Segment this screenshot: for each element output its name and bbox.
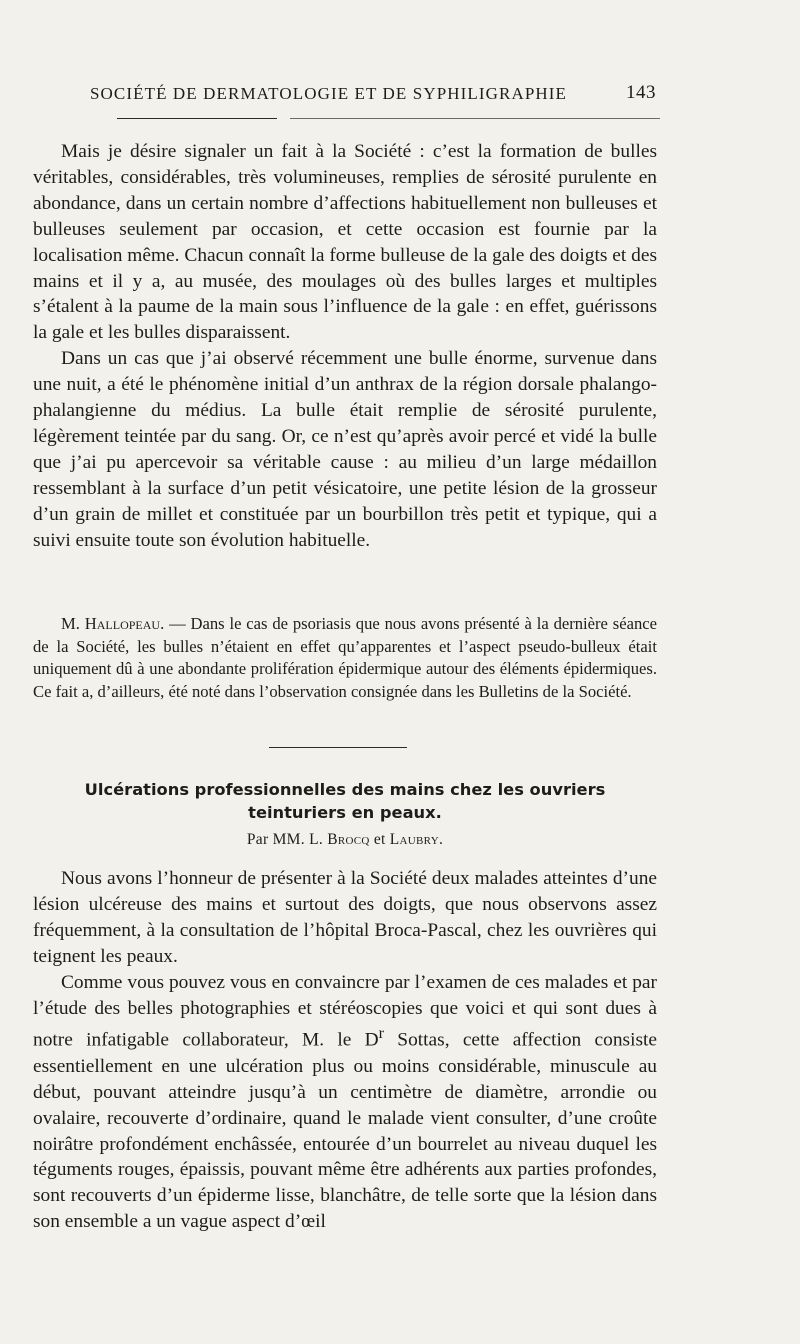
article-paragraph-2-start: Comme vous pouvez vous en convaincre par l’examen de ces malades et par l’étude des belles photographies et stéréoscopies que voici et qui sont dues à notre infatigable collaborateur, M. le D	[33, 971, 657, 1051]
speaker-name: M. Hallopeau.	[61, 614, 165, 633]
byline-prefix: Par MM. L.	[246, 831, 328, 848]
hallopeau-paragraph	[33, 613, 657, 703]
header-rule-right	[290, 118, 660, 119]
intro-paragraph-2: Dans un cas que j’ai observé récemment une bulle énorme, survenue dans une nuit, a été le phénomène initial d’un anthrax de la région dorsale phalango-phalangienne du médius. La bulle était remplie de sérosité purulente, légèrement teintée par du sang. Or, ce n’est qu’après avoir percé et vidé la bulle que j’ai pu apercevoir sa véritable cause : au milieu d’un large médaillon ressemblant à la surface d’un petit vésicatoire, une petite lésion de la grosseur d’un grain de millet et constituée par un bourbillon très petit et typique, qui a suivi ensuite toute son évolution habituelle.	[33, 348, 657, 551]
header-rule-left	[117, 118, 277, 119]
author-laubry: Laubry	[389, 831, 439, 848]
article-byline	[33, 831, 657, 849]
article-paragraph-2	[33, 970, 657, 1236]
section-divider	[269, 747, 407, 748]
hallopeau-text: — Dans le cas de psoriasis que nous avons présenté à la dernière séance de la Société, les bulles n’étaient en effet qu’apparentes et l’aspect pseudo-bulleux était uniquement dû à une abondante prolifération épidermique autour des éléments épidermiques. Ce fait a, d’ailleurs, été noté dans l’observation consignée dans les Bulletins de la Société.	[33, 614, 657, 701]
byline-middle: et	[369, 831, 390, 848]
author-brocq: Brocq	[327, 831, 370, 848]
article-title-line-1: Ulcérations professionnelles des mains chez les ouvriers	[84, 780, 606, 799]
journal-title: SOCIÉTÉ DE DERMATOLOGIE ET DE SYPHILIGRAPHIE	[90, 84, 568, 103]
article-body	[33, 866, 657, 1235]
article-title	[33, 778, 657, 824]
byline-suffix: .	[438, 831, 444, 848]
intro-paragraph-1: Mais je désire signaler un fait à la Société : c’est la formation de bulles véritables, considérables, très volumineuses, remplies de sérosité purulente en abondance, dans un certain nombre d’affections habituellement non bulleuses et bulleuses seulement par occasion, et cette occasion est fournie par la localisation même. Chacun connaît la forme bulleuse de la gale des doigts et des mains et il y a, au musée, des moulages où des bulles larges et multiples s’étalent à la paume de la main sous l’influence de la gale : en effet, guérissons la gale et les bulles disparaissent.	[33, 141, 657, 344]
running-header	[90, 84, 656, 110]
page-number: 143	[626, 82, 656, 103]
article-title-line-2: teinturiers en peaux.	[248, 803, 442, 822]
article-paragraph-1: Nous avons l’honneur de présenter à la Société deux malades atteintes d’une lésion ulcéreuse des mains et surtout des doigts, que nous observons assez fréquemment, à la consultation de l’hôpital Broca-Pascal, chez les ouvrières qui teignent les peaux.	[33, 868, 657, 967]
article-paragraph-2-rest: Sottas, cette affection consiste essentiellement en une ulcération plus ou moins considérable, minuscule au début, pouvant atteindre jusqu’à un centimètre de diamètre, arrondie ou ovalaire, recouverte d’ordinaire, quand le malade vient consulter, d’une croûte noirâtre profondément enchâssée, entourée d’un bourrelet au niveau duquel les téguments rouges, épaissis, pouvant même être adhérents aux parties profondes, sont recouverts d’un épiderme lisse, blanchâtre, de telle sorte que la lésion dans son ensemble a un vague aspect d’œil	[33, 1029, 657, 1233]
doctor-abbrev-superscript: r	[378, 1025, 384, 1043]
hallopeau-remark	[33, 613, 657, 703]
intro-section	[33, 139, 657, 554]
